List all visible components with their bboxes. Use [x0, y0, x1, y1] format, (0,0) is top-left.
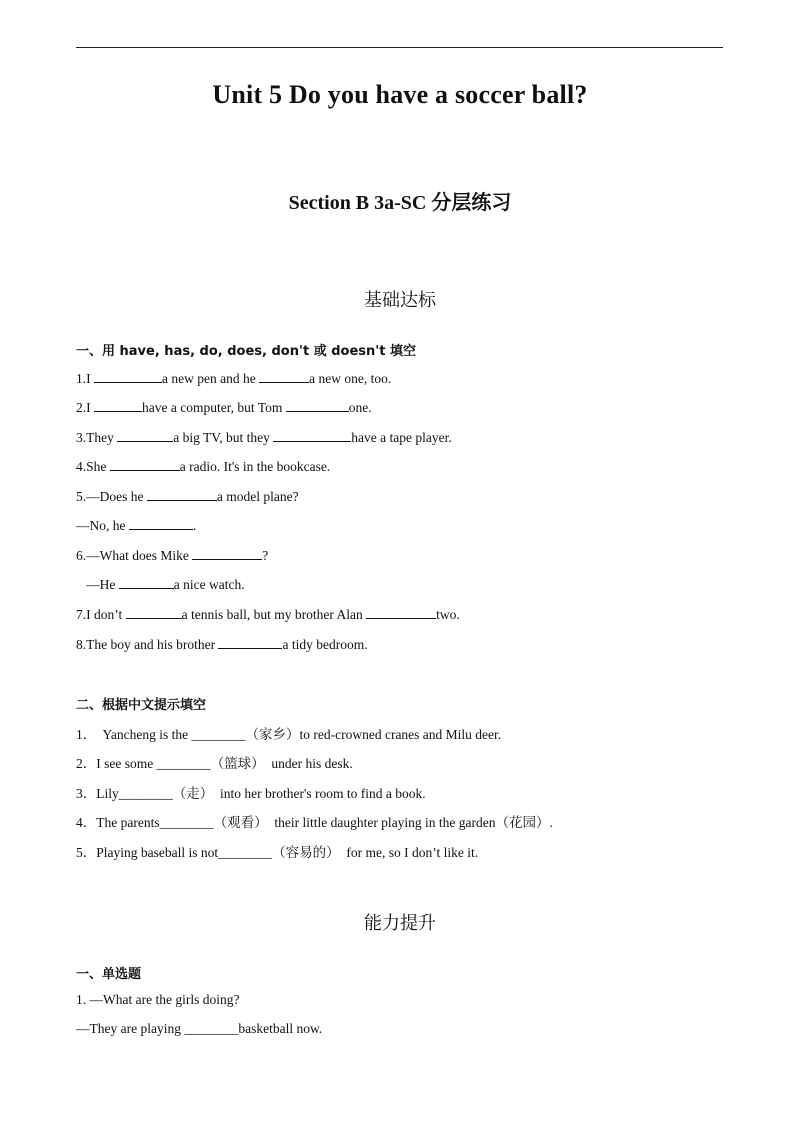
page-title: Unit 5 Do you have a soccer ball?: [212, 80, 588, 109]
exercise-item: 5．Playing baseball is not________（容易的） for me, so I don’t like it.: [76, 845, 479, 860]
exercise-item: 2．I see some ________（篮球） under his desk.: [76, 756, 353, 771]
exercise-item: 1． Yancheng is the ________（家乡）to red-crowned cranes and Milu deer.: [76, 727, 502, 742]
answer-blank[interactable]: [110, 458, 180, 471]
answer-blank[interactable]: [126, 606, 182, 619]
header-rule: [76, 47, 723, 48]
exercise-item: —He a nice watch.: [76, 577, 245, 592]
level-heading-basic: 基础达标: [364, 290, 436, 311]
exercise-item: 3.They a big TV, but they have a tape player.: [76, 430, 452, 445]
exercise-item: 3．Lily________（走） into her brother's room to find a book.: [76, 786, 426, 801]
section-heading-fill-verbs: 一、用 have, has, do, does, don't 或 doesn't 填空: [76, 344, 416, 359]
exercise-item: —They are playing ________basketball now.: [76, 1021, 323, 1036]
exercise-item: 4.She a radio. It's in the bookcase.: [76, 459, 331, 474]
exercise-item: 8.The boy and his brother a tidy bedroom.: [76, 637, 368, 652]
exercise-item: 7.I don’t a tennis ball, but my brother Alan two.: [76, 607, 460, 622]
exercise-item: 1. —What are the girls doing?: [76, 992, 240, 1007]
answer-blank[interactable]: [286, 399, 349, 412]
answer-blank[interactable]: [192, 547, 262, 560]
answer-blank[interactable]: [218, 636, 282, 649]
exercise-item: —No, he .: [76, 518, 197, 533]
answer-blank[interactable]: [119, 576, 174, 589]
answer-blank[interactable]: [259, 370, 309, 383]
section-heading-multiple-choice: 一、单选题: [76, 967, 142, 982]
exercise-item: 2.I have a computer, but Tom one.: [76, 400, 372, 415]
answer-blank[interactable]: [147, 488, 217, 501]
page-subtitle: Section B 3a-SC 分层练习: [288, 192, 512, 214]
answer-blank[interactable]: [129, 517, 193, 530]
section-heading-chinese-hints: 二、根据中文提示填空: [76, 698, 207, 713]
exercise-item: 5.—Does he a model plane?: [76, 489, 299, 504]
level-heading-advanced: 能力提升: [364, 913, 436, 934]
exercise-item: 6.—What does Mike ?: [76, 548, 269, 563]
answer-blank[interactable]: [366, 606, 436, 619]
exercise-item: 1.I a new pen and he a new one, too.: [76, 371, 392, 386]
exercise-item: 4．The parents________（观看） their little daughter playing in the garden（花园）.: [76, 815, 553, 830]
answer-blank[interactable]: [117, 429, 173, 442]
answer-blank[interactable]: [273, 429, 351, 442]
answer-blank[interactable]: [94, 370, 162, 383]
answer-blank[interactable]: [94, 399, 142, 412]
